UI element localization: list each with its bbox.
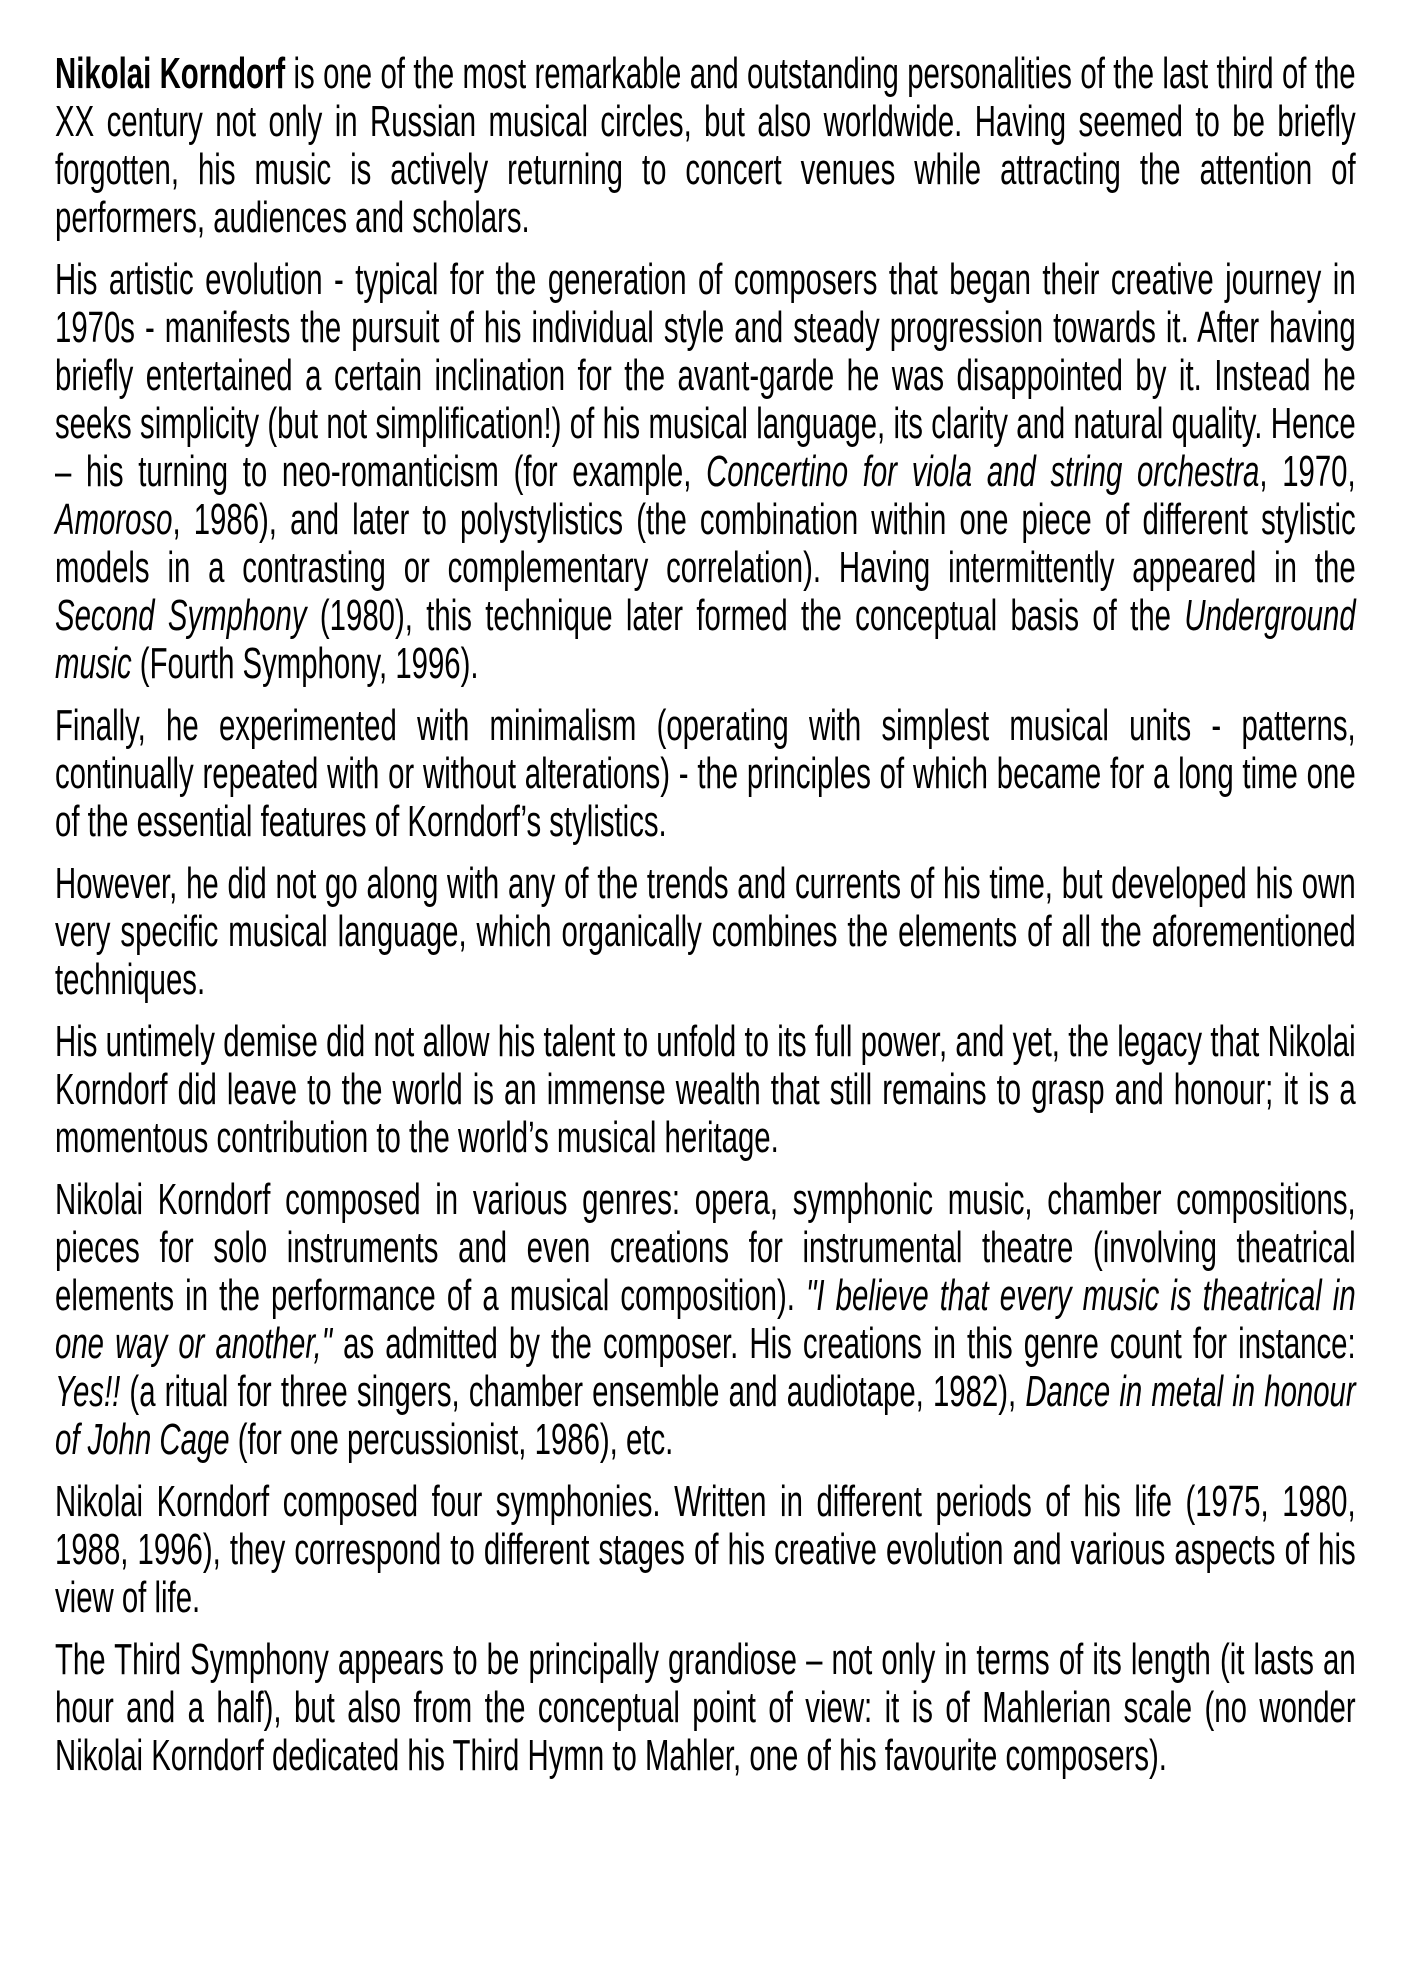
text-run: is one of the most remarkable and outstanding personalities of the last third of the XX century not only in Russian musical circles, but also worldwide. Having seemed to be briefly forgotten, his music is actively returning to concert venues while attracting the attention of performers, audiences and scholars. — [55, 49, 1356, 242]
text-run: Nikolai Korndorf composed four symphonies. Written in different periods of his life (1975, 1980, 1988, 1996), they correspond to different stages of his creative evolution and various aspects of his view of life. — [55, 1477, 1356, 1622]
paragraph-third-symphony — [55, 1636, 1356, 1780]
document-body-text — [55, 50, 1356, 1780]
text-run: Nikolai Korndorf composed in various genres: opera, symphonic music, chamber compositions, pieces for solo instruments and even creations for instrumental theatre (involving theatrical elements in the performance of a musical composition). — [55, 1175, 1356, 1320]
text-run: (Fourth Symphony, 1996). — [131, 639, 479, 688]
work-title-underground-music: Underground music — [55, 591, 1356, 688]
paragraph-four-symphonies — [55, 1478, 1356, 1622]
paragraph-legacy — [55, 1018, 1356, 1162]
text-run: , 1986), and later to polystylistics (the combination within one piece of different stylistic models in a contrasting or complementary correlation). Having intermittently appeared in the — [55, 495, 1356, 592]
text-run: The Third Symphony appears to be principally grandiose – not only in terms of its length (it lasts an hour and a half), but also from the conceptual point of view: it is of Mahlerian scale (no wonder Nikolai Korndorf dedicated his Third Hymn to Mahler, one of his favourite composers). — [55, 1635, 1356, 1780]
work-title-dance-in-metal: Dance in metal in honour of John Cage — [55, 1367, 1356, 1464]
composer-quote-italic: "I believe that every music is theatrical in one way or another," — [55, 1271, 1356, 1368]
work-title-yes: Yes!! — [55, 1367, 121, 1416]
work-title-second-symphony: Second Symphony — [55, 591, 307, 640]
text-run: (1980), this technique later formed the conceptual basis of the — [306, 591, 1185, 640]
paragraph-own-language — [55, 860, 1356, 1004]
work-title-concertino: Concertino for viola and string orchestra — [706, 447, 1260, 496]
text-run: as admitted by the composer. His creations in this genre count for instance: — [343, 1319, 1356, 1368]
paragraph-genres — [55, 1176, 1356, 1464]
text-run: , 1970, — [1259, 447, 1356, 496]
paragraph-artistic-evolution — [55, 256, 1356, 688]
paragraph-intro — [55, 50, 1356, 242]
text-run: (a ritual for three singers, chamber ensemble and audiotape, 1982), — [120, 1367, 1026, 1416]
composer-name-bold: Nikolai Korndorf — [55, 49, 286, 98]
work-title-amoroso: Amoroso — [55, 495, 173, 544]
text-run: However, he did not go along with any of the trends and currents of his time, but developed his own very specific musical language, which organically combines the elements of all the aforementioned techniques. — [55, 859, 1356, 1004]
text-run: His untimely demise did not allow his talent to unfold to its full power, and yet, the legacy that Nikolai Korndorf did leave to the world is an immense wealth that still remains to grasp and honour; it is a momentous contribution to the world’s musical heritage. — [55, 1017, 1356, 1162]
text-run: His artistic evolution - typical for the generation of composers that began their creative journey in 1970s - manifests the pursuit of his individual style and steady progression towards it. After having briefly entertained a certain inclination for the avant-garde he was disappointed by it. Instead he seeks simplicity (but not simplification!) of his musical language, its clarity and natural quality. Hence – his turning to neo-romanticism (for example, — [55, 255, 1356, 496]
text-run: Finally, he experimented with minimalism (operating with simplest musical units - patterns, continually repeated with or without alterations) - the principles of which became for a long time one of the essential features of Korndorf’s stylistics. — [55, 701, 1356, 846]
paragraph-minimalism — [55, 702, 1356, 846]
text-run: (for one percussionist, 1986), etc. — [229, 1415, 674, 1464]
